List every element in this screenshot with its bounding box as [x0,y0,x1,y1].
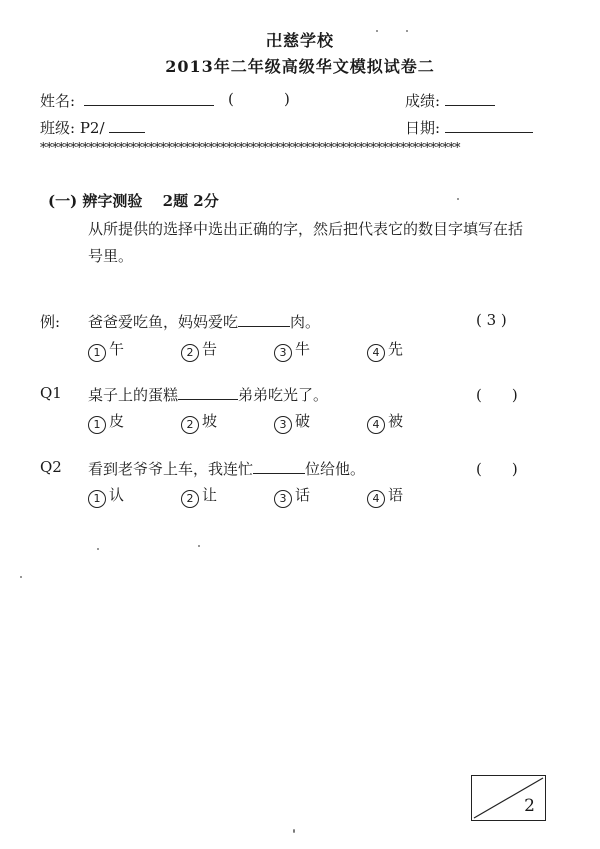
option-1: 1 认 [88,484,124,508]
option-3: 3 话 [274,484,310,508]
star-divider: ********************************************************************** [40,141,460,156]
name-paren-open: ( [228,90,234,108]
question-label: Q1 [40,384,62,402]
scan-speck [457,198,459,200]
option-1: 1 午 [88,338,124,362]
score-field [405,90,495,111]
score-blank[interactable] [445,91,495,106]
scan-speck [20,576,22,578]
question-text: 爸爸爱吃鱼，妈妈爱吃 肉。 [88,313,321,331]
answer-box[interactable]: ( ) [476,386,518,404]
scan-speck [198,545,200,547]
scan-speck [376,30,378,32]
name-blank[interactable] [84,91,214,106]
section-heading: (一) 辨字测验 2题 2分 [48,192,219,210]
option-4: 4 先 [367,338,403,362]
section-instruction: 从所提供的选择中选出正确的字，然后把代表它的数目字填写在括号里。 [88,220,524,265]
page-number-box [471,775,546,821]
date-blank[interactable] [445,118,533,133]
scan-speck [406,30,408,32]
question-text: 桌子上的蛋糕 弟弟吃光了。 [88,386,329,404]
option-2: 2 坡 [181,410,217,434]
option-2: 2 告 [181,338,217,362]
question-label: Q2 [40,458,62,476]
question-label: 例: [40,313,61,331]
answer-box: ( 3 ) [476,311,507,329]
option-4: 4 语 [367,484,403,508]
answer-blank[interactable] [253,459,305,474]
option-1: 1 皮 [88,410,124,434]
score-label: 成绩: [405,92,441,110]
scan-speck [97,548,99,550]
option-2: 2 让 [181,484,217,508]
exam-title: 2013年二年级高级华文模拟试卷二 [165,57,435,76]
name-field [40,90,214,111]
class-blank[interactable] [109,118,145,133]
option-4: 4 被 [367,410,403,434]
question-text: 看到老爷爷上车，我连忙 位给他。 [88,460,366,478]
school-name: 卍慈学校 [265,31,334,50]
page-number: 2 [524,796,535,816]
answer-blank[interactable] [178,385,238,400]
option-3: 3 牛 [274,338,310,362]
answer-box[interactable]: ( ) [476,460,518,478]
option-3: 3 破 [274,410,310,434]
scan-speck [293,829,295,833]
answer-blank [238,312,290,327]
date-label: 日期: [405,119,441,137]
date-field [405,117,533,138]
class-label: 班级: P2/ [40,119,105,137]
name-paren-close: ) [284,90,290,108]
name-label: 姓名: [40,92,76,110]
class-field [40,117,145,138]
